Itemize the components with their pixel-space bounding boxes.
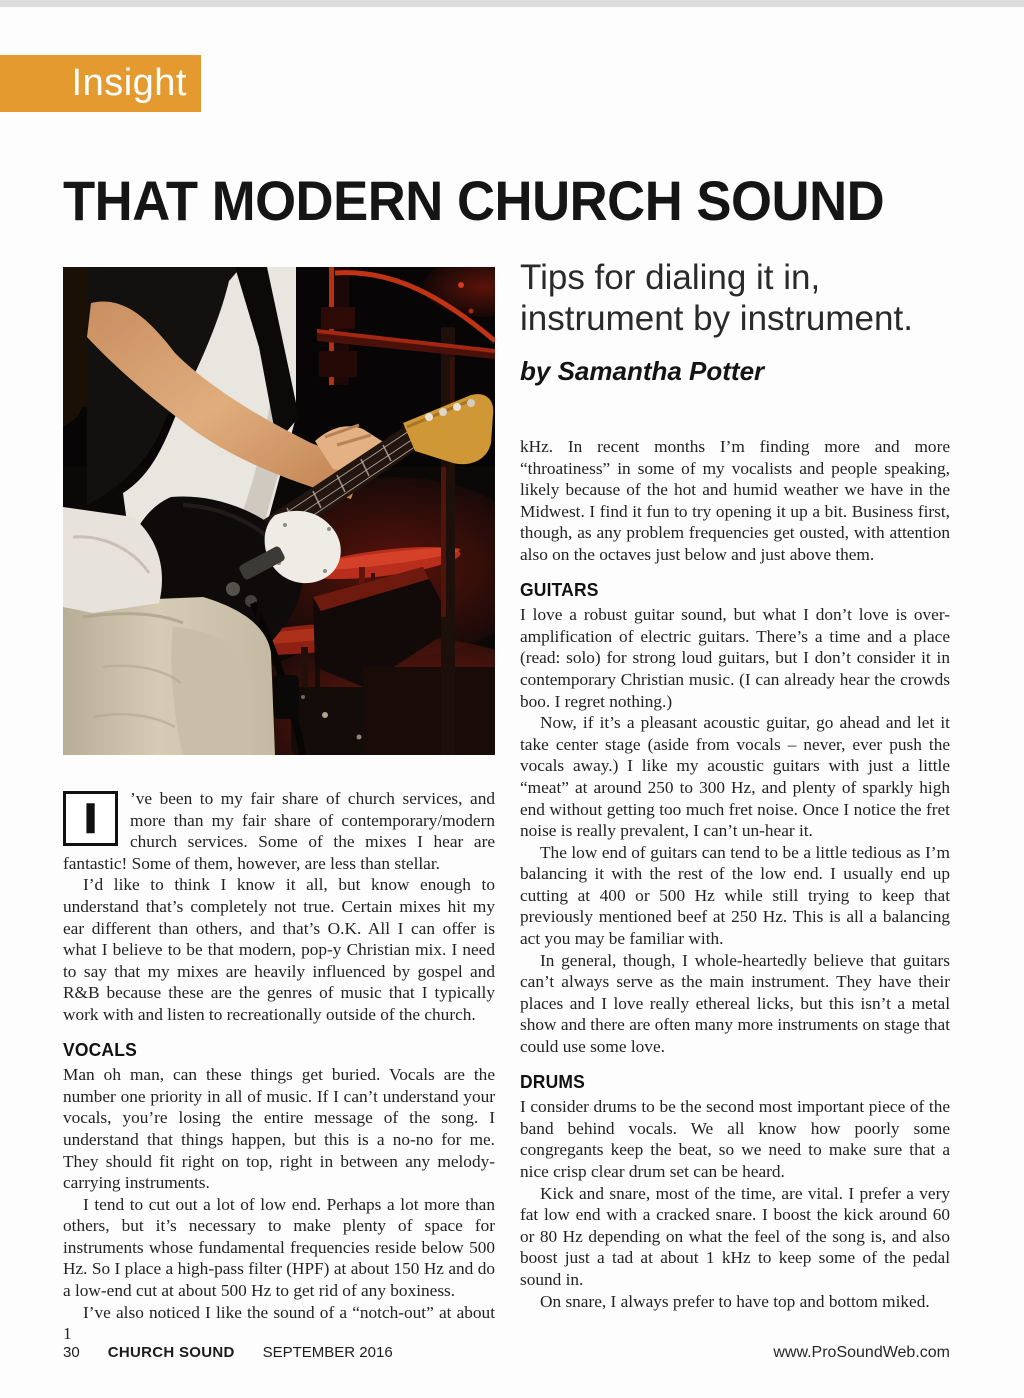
article-photo (63, 267, 495, 755)
dropcap-letter: I (84, 796, 97, 841)
guitars-paragraph-4: In general, though, I whole-heartedly believe that guitars can’t always serve as the main instrument. They have their places and I love really ethereal licks, but this isn’t a metal show and there are often many more instruments on stage that could use some love. (520, 950, 950, 1057)
magazine-name: CHURCH SOUND (107, 1344, 235, 1361)
guitars-heading: GUITARS (520, 579, 599, 600)
page-top-edge (0, 0, 1024, 7)
vocals-continuation-paragraph: kHz. In recent months I’m finding more and more “throatiness” in some of my vocalists and people speaking, likely because of the hot and humid weather we have in the Midwest. I find it fun to try opening it up a bit. Business first, though, as any problem frequencies get ousted, with attention also on the octaves just below and just above them. (520, 437, 950, 564)
intro-paragraph-2: I’d like to think I know it all, but know enough to understand that’s completely not true. Certain mixes hit my ear different than others, and that’s O.K. All I can offer is what I believe to be that modern, pop-y Christian mix. I need to say that my mixes are heavily influenced by gospel and R&B because these are the genres of music that I typically work with and listen to recreationally outside of the church. (63, 875, 495, 1024)
drums-paragraph-1: I consider drums to be the second most important piece of the band behind vocals. We all know how poorly some congregants keep the beat, so we need to make sure that a nice crisp clear drum set can be heard. (520, 1097, 950, 1181)
drums-heading: DRUMS (520, 1071, 585, 1092)
vocals-paragraph-3: I’ve also noticed I like the sound of a “notch-out” at about 1 (63, 1302, 495, 1344)
article-byline: by Samantha Potter (520, 356, 765, 386)
guitars-paragraph-1: I love a robust guitar sound, but what I don’t love is over-amplification of electric guitars. There’s a time and a place (read: solo) for strong loud guitars, but I don’t consider it in contemporary Christian music. (I can already hear the crowds boo. I regret nothing.) (520, 605, 950, 711)
article-subtitle (520, 258, 960, 340)
vocals-paragraph-1: Man oh man, can these things get buried. Vocals are the number one priority in all of music. If I can’t understand your vocals, you’re losing the entire message of the song. I understand that things happen, but this is a no-no for me. They should fit right on top, right in between any melody-carrying instruments. (63, 1065, 495, 1193)
website-url: www.ProSoundWeb.com (773, 1344, 950, 1361)
insight-badge (0, 55, 201, 112)
article-title: THAT MODERN CHURCH SOUND (63, 169, 885, 232)
intro-lead-text: ’ve been to my fair share of church services, and more than my fair share of contemporary/modern church services. Some of the mixes I hear are fantastic! Some of them, however, are less than stellar. (63, 789, 495, 873)
vocals-heading: VOCALS (63, 1039, 137, 1060)
subtitle-line-2: instrument by instrument. (520, 298, 913, 338)
issue-date: SEPTEMBER 2016 (262, 1344, 393, 1361)
insight-badge-label: Insight (71, 62, 187, 104)
dropcap-box (63, 791, 118, 846)
intro-paragraph (63, 788, 495, 874)
drums-paragraph-3: On snare, I always prefer to have top and bottom miked. (540, 1291, 930, 1311)
guitars-paragraph-2: Now, if it’s a pleasant acoustic guitar, go ahead and let it take center stage (aside from vocals – never, ever push the vocals away.) I like my acoustic guitars with just a little “meat” at around 250 to 300 Hz, and plenty of sparkly high end without getting too much fret noise. Once I notice the fret noise is really prevalent, I can’t un-hear it. (520, 713, 950, 841)
page-footer (63, 1344, 950, 1362)
right-column (520, 436, 950, 1312)
stage-photo-illustration (63, 267, 495, 755)
vocals-paragraph-2: I tend to cut out a lot of low end. Perhaps a lot more than others, but it’s necessary to make plenty of space for instruments whose fundamental frequencies reside below 500 Hz. So I place a high-pass filter (HPF) at about 150 Hz and do a low-end cut at about 500 Hz to get rid of any boxiness. (63, 1194, 495, 1301)
subtitle-line-1: Tips for dialing it in, (520, 258, 821, 297)
guitars-paragraph-3: The low end of guitars can tend to be a little tedious as I’m balancing it with the rest of the low end. I usually end up cutting at 400 or 500 Hz while still trying to keep that previously mentioned beef at 250 Hz. This is all a balancing act you may be familiar with. (520, 842, 950, 949)
left-column (63, 788, 495, 1345)
page-number: 30 (63, 1344, 80, 1361)
drums-paragraph-2: Kick and snare, most of the time, are vital. I prefer a very fat low end with a cracked snare. I boost the kick around 60 or 80 Hz depending on what the feel of the song is, and also boost just a tad at about 1 kHz to keep some of the pedal sound in. (520, 1183, 950, 1289)
